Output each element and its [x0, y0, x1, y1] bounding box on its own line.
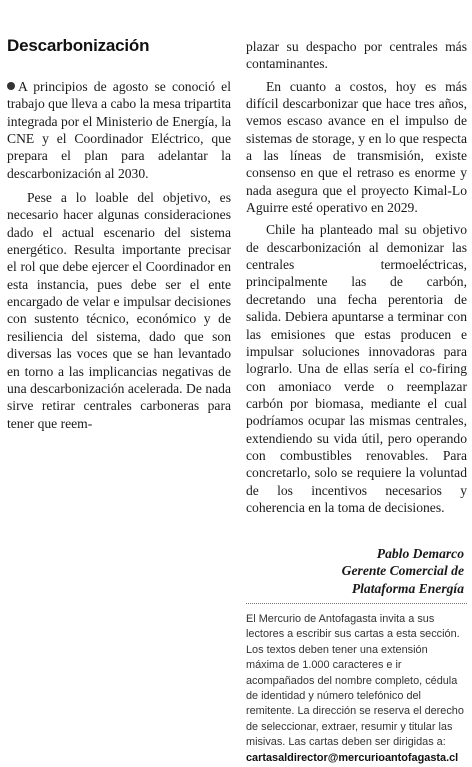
- article-headline: Descarbonización: [7, 36, 150, 55]
- letters-notice: [246, 612, 467, 766]
- signature-role: Gerente Comercial de: [341, 563, 464, 579]
- notice-divider: [246, 603, 467, 604]
- article-right-column: [246, 38, 467, 516]
- signature-company: Plataforma Energía: [351, 580, 464, 596]
- signature-block: [246, 545, 464, 597]
- notice-email-link[interactable]: cartasaldirector@mercurioantofagasta.cl: [246, 751, 459, 764]
- article-paragraph: En cuanto a costos, hoy es más difícil descarbonizar que hace tres años, vemos escaso avance en el impulso de sistemas de storage, y en lo que respecta a las líneas de transmisión, existe consenso en que el retraso es enorme y nada asegura que el proyecto Kimal-Lo Aguirre esté operativo en 2029.: [246, 78, 467, 216]
- article-paragraph: [7, 78, 231, 182]
- article-paragraph-text: A principios de agosto se conoció el trabajo que lleva a cabo la mesa tripartita integrada por el Ministerio de Energía, la CNE y el Coordinador Eléctrico, que prepara el plan para adelantar la descarbonización al 2030.: [7, 79, 231, 181]
- bullet-icon: [7, 82, 15, 90]
- article-paragraph: Chile ha planteado mal su objetivo de descarbonización al demonizar las centrales termoeléctricas, principalmente las de carbón, decretando una fecha perentoria de salida. Debiera apuntarse a terminar con las emisiones que estas producen e impulsar soluciones innovadoras para lograrlo. Una de ellas sería el co-firing con amoniaco verde o reemplazar carbón por biomasa, mediante el cual podríamos ocupar las mismas centrales, extendiendo su vida útil, pero operando con combustibles renovables. Para concretarlo, solo se requiere la voluntad de los incentivos necesarios y coherencia en la toma de decisiones.: [246, 222, 467, 515]
- article-left-column: [7, 78, 231, 432]
- article-paragraph: Pese a lo loable del objetivo, es necesario hacer algunas consideraciones dado el actual escenario del sistema energético. Resulta importante precisar el rol que debe ejercer el Coordinador en esta instancia, pues debe ser el ente encargado de velar e impulsar decisiones con sustento técnico, económico y de resiliencia del sistema, dado que son diversas las voces que se han levantado en torno a las implicancias negativas de una descarbonización acelerada. De nada sirve retirar centrales carboneras para tener que reem-: [7, 190, 231, 431]
- article-paragraph: plazar su despacho por centrales más contaminantes.: [246, 39, 467, 72]
- signature-name: Pablo Demarco: [376, 546, 464, 561]
- notice-text: El Mercurio de Antofagasta invita a sus lectores a escribir sus cartas a esta sección. Los textos deben tener una extensión máxima de 1.000 caracteres e ir acompañados del nombre completo, cédula de identidad y número telefónico del remitente. La dirección se reserva el derecho de seleccionar, extraer, resumir y titular las misivas. Las cartas deben ser dirigidas a:: [246, 613, 464, 749]
